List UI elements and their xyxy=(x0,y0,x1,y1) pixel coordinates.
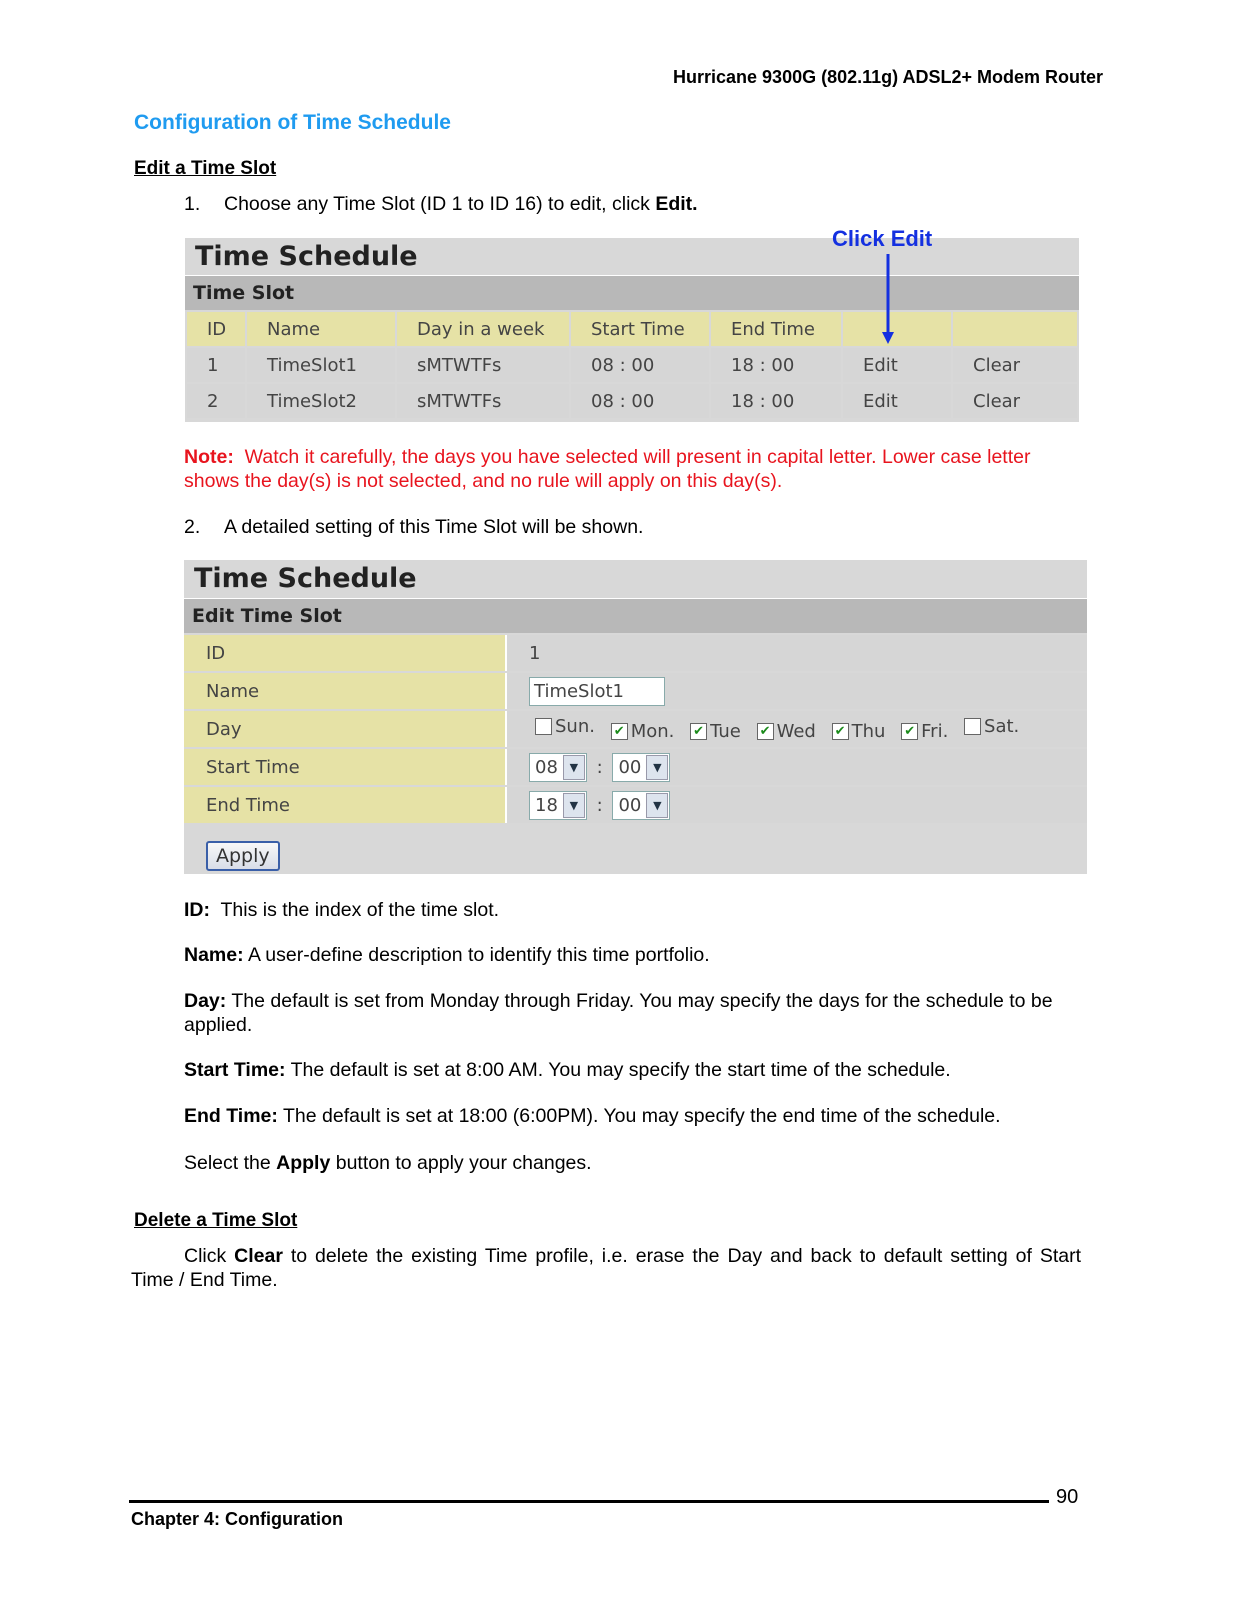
row-name: TimeSlot2 xyxy=(247,384,395,418)
select-value: 18 xyxy=(535,794,558,816)
desc-id xyxy=(184,898,1084,922)
time-schedule-screenshot xyxy=(185,238,1079,422)
table-row xyxy=(187,348,1077,382)
step-1 xyxy=(184,192,698,216)
step-2-number: 2. xyxy=(184,516,201,538)
day-label: Day xyxy=(184,711,507,747)
col-start: Start Time xyxy=(571,312,709,346)
day-label-text: Mon. xyxy=(630,721,675,742)
step-1-number: 1. xyxy=(184,193,201,215)
note-text: Watch it carefully, the days you have selected will present in capital letter. Lower case letter shows the day(s) is not selected, and no rule will apply on this day(s). xyxy=(184,446,1031,492)
checkmark-icon: ✔ xyxy=(611,723,628,740)
clear-link[interactable]: Clear xyxy=(953,384,1077,418)
desc-day xyxy=(184,989,1084,1037)
chapter-footer: Chapter 4: Configuration xyxy=(131,1509,343,1529)
day-label-text: Sat. xyxy=(984,716,1020,737)
day-label-text: Fri. xyxy=(921,721,949,742)
row-id: 1 xyxy=(187,348,245,382)
day-label-text: Thu xyxy=(851,721,886,742)
select-value: 00 xyxy=(618,794,642,816)
start-minute-select[interactable] xyxy=(612,753,670,782)
chevron-down-icon: ▼ xyxy=(646,755,668,780)
footer-divider xyxy=(129,1500,1049,1503)
desc-name-text: A user-define description to identify this time portfolio. xyxy=(247,944,710,966)
step-2-text: A detailed setting of this Time Slot will be shown. xyxy=(224,516,644,538)
clear-link[interactable]: Clear xyxy=(953,348,1077,382)
arrow-down-icon xyxy=(878,254,898,346)
col-day: Day in a week xyxy=(397,312,569,346)
select-value: 00 xyxy=(618,756,642,778)
row-days: sMTWTFs xyxy=(397,384,569,418)
document-header: Hurricane 9300G (802.11g) ADSL2+ Modem Router xyxy=(673,67,1103,87)
day-checkbox-sun[interactable] xyxy=(535,716,595,737)
id-label: ID xyxy=(184,635,507,671)
id-value: 1 xyxy=(507,635,1087,671)
desc-end-label: End Time: xyxy=(184,1105,278,1127)
row-days: sMTWTFs xyxy=(397,348,569,382)
desc-id-label: ID: xyxy=(184,899,210,921)
row-end: 18 : 00 xyxy=(711,384,841,418)
edit-link[interactable]: Edit xyxy=(843,384,951,418)
end-minute-select[interactable] xyxy=(612,791,670,820)
time-separator: : xyxy=(596,756,603,778)
day-checkbox-mon[interactable] xyxy=(611,721,675,742)
desc-end-text: The default is set at 18:00 (6:00PM). You may specify the end time of the schedule. xyxy=(282,1105,1001,1127)
table-header-row xyxy=(187,312,1077,346)
desc-apply-pre: Select the xyxy=(184,1152,277,1174)
edit-heading: Edit a Time Slot xyxy=(134,158,277,179)
delete-post: to delete the existing Time profile, i.e. erase the Day and back to default setting of Start Time / End Time. xyxy=(131,1245,1081,1291)
desc-end xyxy=(184,1104,1084,1128)
table-row xyxy=(187,384,1077,418)
time-slot-table xyxy=(185,310,1079,420)
name-input[interactable]: TimeSlot1 xyxy=(529,677,665,706)
step-2 xyxy=(184,515,643,539)
day-checkbox-tue[interactable] xyxy=(690,721,741,742)
row-id: 2 xyxy=(187,384,245,418)
col-clear xyxy=(953,312,1077,346)
time-separator: : xyxy=(596,794,603,816)
chevron-down-icon: ▼ xyxy=(563,793,585,818)
click-edit-callout: Click Edit xyxy=(832,226,933,251)
edit-form-table xyxy=(184,633,1087,825)
start-time-label: Start Time xyxy=(184,749,507,785)
desc-name-label: Name: xyxy=(184,944,244,966)
note xyxy=(184,445,1074,493)
panel-title: Time Schedule xyxy=(194,563,417,594)
chevron-down-icon: ▼ xyxy=(563,755,585,780)
start-hour-select[interactable] xyxy=(529,753,587,782)
checkmark-icon: ✔ xyxy=(690,723,707,740)
step-1-text: Choose any Time Slot (ID 1 to ID 16) to edit, click xyxy=(224,193,656,215)
day-checkbox-thu[interactable] xyxy=(832,721,886,742)
checkmark-icon: ✔ xyxy=(901,723,918,740)
desc-apply-post: button to apply your changes. xyxy=(330,1152,592,1174)
edit-time-slot-screenshot xyxy=(184,560,1087,874)
col-end: End Time xyxy=(711,312,841,346)
panel-title: Time Schedule xyxy=(195,241,418,272)
desc-apply-bold: Apply xyxy=(276,1152,331,1174)
delete-heading: Delete a Time Slot xyxy=(134,1210,298,1231)
checkbox-icon xyxy=(535,718,552,735)
apply-button[interactable]: Apply xyxy=(206,841,280,871)
end-hour-select[interactable] xyxy=(529,791,587,820)
desc-apply xyxy=(184,1151,1084,1175)
desc-day-text: The default is set from Monday through Friday. You may specify the days for the schedule to be applied. xyxy=(184,990,1053,1036)
col-id: ID xyxy=(187,312,245,346)
row-start: 08 : 00 xyxy=(571,384,709,418)
select-value: 08 xyxy=(535,756,558,778)
day-label-text: Sun. xyxy=(555,716,595,737)
day-checkbox-fri[interactable] xyxy=(901,721,948,742)
day-checkboxes xyxy=(507,711,1087,747)
col-name: Name xyxy=(247,312,395,346)
row-name: TimeSlot1 xyxy=(247,348,395,382)
row-end: 18 : 00 xyxy=(711,348,841,382)
panel-subtitle: Time Slot xyxy=(185,275,1079,310)
delete-pre: Click xyxy=(184,1245,235,1267)
day-label-text: Wed xyxy=(776,721,816,742)
panel-subtitle: Edit Time Slot xyxy=(184,598,1087,633)
note-label: Note: xyxy=(184,446,234,468)
step-1-bold: Edit. xyxy=(655,193,698,215)
day-checkbox-wed[interactable] xyxy=(757,721,816,742)
day-label-text: Tue xyxy=(710,721,741,742)
desc-day-label: Day: xyxy=(184,990,227,1012)
desc-id-text: This is the index of the time slot. xyxy=(220,899,500,921)
section-title: Configuration of Time Schedule xyxy=(134,111,451,134)
row-start: 08 : 00 xyxy=(571,348,709,382)
desc-start xyxy=(184,1058,1084,1082)
day-checkbox-sat[interactable] xyxy=(964,716,1019,737)
checkmark-icon: ✔ xyxy=(757,723,774,740)
checkbox-icon xyxy=(964,718,981,735)
desc-name xyxy=(184,943,1084,967)
name-label: Name xyxy=(184,673,507,709)
delete-paragraph xyxy=(131,1244,1081,1292)
desc-start-label: Start Time: xyxy=(184,1059,286,1081)
desc-start-text: The default is set at 8:00 AM. You may specify the start time of the schedule. xyxy=(290,1059,951,1081)
delete-bold: Clear xyxy=(234,1245,283,1267)
edit-link[interactable]: Edit xyxy=(843,348,951,382)
end-time-label: End Time xyxy=(184,787,507,823)
checkmark-icon: ✔ xyxy=(832,723,849,740)
chevron-down-icon: ▼ xyxy=(646,793,668,818)
page-number: 90 xyxy=(1056,1486,1079,1508)
